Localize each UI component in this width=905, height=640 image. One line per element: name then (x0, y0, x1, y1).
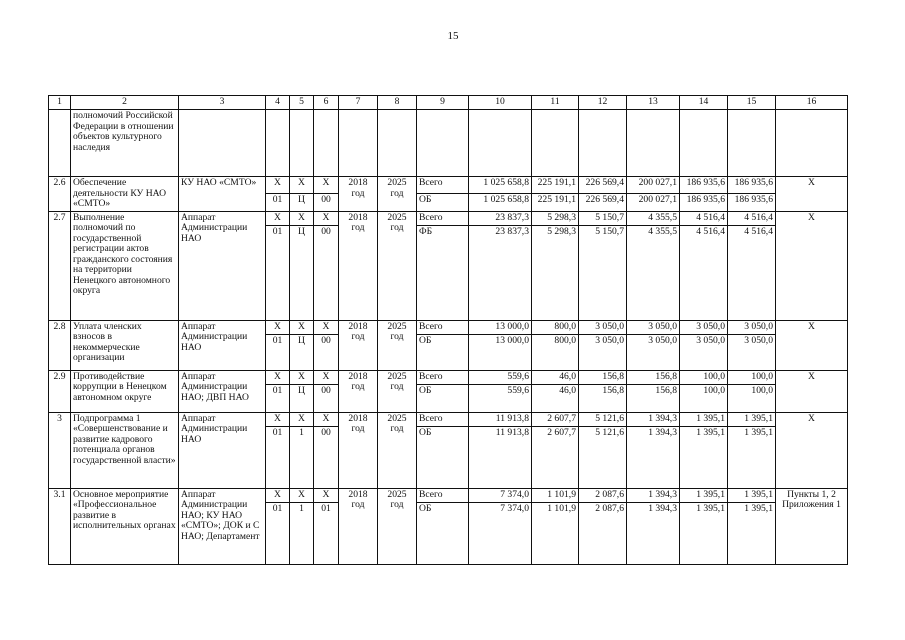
start-year: 2018 год (339, 177, 378, 212)
end-year: 2025 год (378, 370, 417, 412)
amount-cell: 1 394,3 (627, 502, 680, 564)
amount-cell: 1 395,1 (680, 412, 728, 426)
code-cell: 01 (266, 334, 290, 370)
code-cell: Х (266, 211, 290, 225)
amount-cell: 1 395,1 (728, 502, 776, 564)
code-cell: Х (266, 320, 290, 334)
column-header: 16 (776, 96, 848, 110)
amount-cell: 2 607,7 (532, 426, 579, 488)
column-header: 4 (266, 96, 290, 110)
amount-cell: 1 394,3 (627, 412, 680, 426)
source-label: ОБ (417, 334, 469, 370)
code-cell: Х (314, 320, 339, 334)
amount-cell: 226 569,4 (579, 194, 627, 211)
column-header: 15 (728, 96, 776, 110)
code-cell: Х (290, 488, 314, 502)
code-cell: 01 (266, 384, 290, 412)
amount-cell: 7 374,0 (469, 488, 532, 502)
source-label: ФБ (417, 225, 469, 320)
code-cell: Х (314, 412, 339, 426)
amount-cell: 1 395,1 (680, 502, 728, 564)
row-number: 3.1 (49, 488, 71, 564)
row-note: Пункты 1, 2 Приложения 1 (776, 488, 848, 564)
code-cell: Х (290, 370, 314, 384)
code-cell: 01 (266, 426, 290, 488)
end-year: 2025 год (378, 488, 417, 564)
amount-cell: 4 516,4 (680, 211, 728, 225)
row-number: 3 (49, 412, 71, 488)
code-cell: Х (314, 370, 339, 384)
row-executor: Аппарат Администрации НАО (179, 211, 266, 320)
amount-cell: 200 027,1 (627, 177, 680, 194)
amount-cell: 1 025 658,8 (469, 177, 532, 194)
code-cell: 00 (314, 334, 339, 370)
column-header: 2 (71, 96, 179, 110)
amount-cell: 46,0 (532, 370, 579, 384)
amount-cell: 11 913,8 (469, 412, 532, 426)
table-row (49, 211, 848, 225)
amount-cell: 7 374,0 (469, 502, 532, 564)
amount-cell: 559,6 (469, 384, 532, 412)
code-cell: 01 (266, 502, 290, 564)
amount-cell: 1 394,3 (627, 426, 680, 488)
amount-cell: 100,0 (728, 384, 776, 412)
amount-cell: 5 121,6 (579, 412, 627, 426)
row-note: Х (776, 370, 848, 412)
amount-cell: 156,8 (579, 370, 627, 384)
table-row (49, 177, 848, 194)
end-year: 2025 год (378, 412, 417, 488)
amount-cell: 1 394,3 (627, 488, 680, 502)
amount-cell: 11 913,8 (469, 426, 532, 488)
amount-cell: 200 027,1 (627, 194, 680, 211)
amount-cell: 23 837,3 (469, 225, 532, 320)
column-header: 6 (314, 96, 339, 110)
amount-cell: 1 395,1 (680, 488, 728, 502)
carry-over-row (49, 110, 848, 177)
code-cell: Х (266, 370, 290, 384)
row-name: Подпрограмма 1 «Совершенствование и развитие кадрового потенциала органов государственной власти» (71, 412, 179, 488)
page-number: 15 (447, 30, 459, 42)
row-number: 2.6 (49, 177, 71, 212)
amount-cell: 2 607,7 (532, 412, 579, 426)
start-year: 2018 год (339, 320, 378, 370)
amount-cell: 3 050,0 (579, 334, 627, 370)
amount-cell: 156,8 (579, 384, 627, 412)
code-cell: 00 (314, 426, 339, 488)
amount-cell: 4 516,4 (728, 211, 776, 225)
amount-cell: 1 395,1 (728, 488, 776, 502)
source-label: Всего (417, 320, 469, 334)
column-header: 5 (290, 96, 314, 110)
row-executor: Аппарат Администрации НАО (179, 320, 266, 370)
source-label: Всего (417, 177, 469, 194)
amount-cell: 156,8 (627, 384, 680, 412)
amount-cell: 4 355,5 (627, 225, 680, 320)
amount-cell: 3 050,0 (680, 320, 728, 334)
code-cell: Х (266, 488, 290, 502)
column-header: 10 (469, 96, 532, 110)
table-row (49, 412, 848, 426)
source-label: ОБ (417, 384, 469, 412)
row-note: Х (776, 412, 848, 488)
row-note: Х (776, 177, 848, 212)
row-note: Х (776, 211, 848, 320)
column-header: 3 (179, 96, 266, 110)
code-cell: 1 (290, 502, 314, 564)
row-name: Основное мероприятие «Профессиональное развитие в исполнительных органах (71, 488, 179, 564)
source-label: Всего (417, 488, 469, 502)
row-name: Противодействие коррупции в Ненецком автономном округе (71, 370, 179, 412)
code-cell: 00 (314, 384, 339, 412)
amount-cell: 13 000,0 (469, 334, 532, 370)
code-cell: Х (266, 412, 290, 426)
code-cell: 01 (266, 194, 290, 211)
column-header: 7 (339, 96, 378, 110)
amount-cell: 186 935,6 (680, 194, 728, 211)
amount-cell: 3 050,0 (627, 320, 680, 334)
amount-cell: 5 121,6 (579, 426, 627, 488)
end-year: 2025 год (378, 211, 417, 320)
code-cell: Ц (290, 194, 314, 211)
code-cell: Х (290, 211, 314, 225)
start-year: 2018 год (339, 211, 378, 320)
amount-cell: 100,0 (728, 370, 776, 384)
amount-cell: 100,0 (680, 384, 728, 412)
amount-cell: 156,8 (627, 370, 680, 384)
amount-cell: 3 050,0 (728, 334, 776, 370)
amount-cell: 186 935,6 (680, 177, 728, 194)
column-header: 9 (417, 96, 469, 110)
column-header: 13 (627, 96, 680, 110)
carry-over-text: полномочий Российской Федерации в отношении объектов культурного наследия (71, 110, 179, 177)
code-cell: 00 (314, 194, 339, 211)
table-row (49, 370, 848, 384)
source-label: ОБ (417, 194, 469, 211)
start-year: 2018 год (339, 412, 378, 488)
row-executor: Аппарат Администрации НАО; ДВП НАО (179, 370, 266, 412)
code-cell: Ц (290, 384, 314, 412)
code-cell: Х (314, 211, 339, 225)
code-cell: 00 (314, 225, 339, 320)
table-row (49, 320, 848, 334)
amount-cell: 5 150,7 (579, 225, 627, 320)
code-cell: Х (290, 177, 314, 194)
amount-cell: 1 025 658,8 (469, 194, 532, 211)
code-cell: Х (290, 412, 314, 426)
source-label: Всего (417, 412, 469, 426)
column-header: 11 (532, 96, 579, 110)
amount-cell: 100,0 (680, 370, 728, 384)
amount-cell: 186 935,6 (728, 194, 776, 211)
column-header: 14 (680, 96, 728, 110)
amount-cell: 225 191,1 (532, 194, 579, 211)
code-cell: 01 (266, 225, 290, 320)
source-label: Всего (417, 370, 469, 384)
amount-cell: 559,6 (469, 370, 532, 384)
amount-cell: 800,0 (532, 334, 579, 370)
amount-cell: 800,0 (532, 320, 579, 334)
amount-cell: 3 050,0 (579, 320, 627, 334)
code-cell: Х (314, 488, 339, 502)
amount-cell: 3 050,0 (680, 334, 728, 370)
row-number: 2.7 (49, 211, 71, 320)
row-executor: Аппарат Администрации НАО (179, 412, 266, 488)
column-header: 1 (49, 96, 71, 110)
column-header: 8 (378, 96, 417, 110)
row-executor: Аппарат Администрации НАО; КУ НАО «СМТО»; ДОК и С НАО; Департамент (179, 488, 266, 564)
amount-cell: 5 150,7 (579, 211, 627, 225)
code-cell: Х (290, 320, 314, 334)
amount-cell: 4 516,4 (680, 225, 728, 320)
code-cell: Х (266, 177, 290, 194)
amount-cell: 23 837,3 (469, 211, 532, 225)
amount-cell: 5 298,3 (532, 211, 579, 225)
amount-cell: 1 101,9 (532, 488, 579, 502)
amount-cell: 1 395,1 (728, 412, 776, 426)
code-cell: Х (314, 177, 339, 194)
table-row (49, 488, 848, 502)
code-cell: Ц (290, 225, 314, 320)
amount-cell: 2 087,6 (579, 488, 627, 502)
amount-cell: 226 569,4 (579, 177, 627, 194)
start-year: 2018 год (339, 370, 378, 412)
amount-cell: 3 050,0 (728, 320, 776, 334)
source-label: Всего (417, 211, 469, 225)
header-row (49, 96, 848, 110)
start-year: 2018 год (339, 488, 378, 564)
amount-cell: 46,0 (532, 384, 579, 412)
row-number: 2.9 (49, 370, 71, 412)
amount-cell: 1 101,9 (532, 502, 579, 564)
amount-cell: 186 935,6 (728, 177, 776, 194)
column-header: 12 (579, 96, 627, 110)
row-note: Х (776, 320, 848, 370)
amount-cell: 4 355,5 (627, 211, 680, 225)
amount-cell: 4 516,4 (728, 225, 776, 320)
code-cell: Ц (290, 334, 314, 370)
row-name: Выполнение полномочий по государственной регистрации актов гражданского состояния на территории Ненецкого автономного округа (71, 211, 179, 320)
source-label: ОБ (417, 426, 469, 488)
end-year: 2025 год (378, 320, 417, 370)
program-table (48, 95, 848, 565)
amount-cell: 2 087,6 (579, 502, 627, 564)
amount-cell: 1 395,1 (680, 426, 728, 488)
row-number: 2.8 (49, 320, 71, 370)
amount-cell: 3 050,0 (627, 334, 680, 370)
amount-cell: 225 191,1 (532, 177, 579, 194)
amount-cell: 5 298,3 (532, 225, 579, 320)
amount-cell: 1 395,1 (728, 426, 776, 488)
row-name: Уплата членских взносов в некоммерческие организации (71, 320, 179, 370)
amount-cell: 13 000,0 (469, 320, 532, 334)
row-name: Обеспечение деятельности КУ НАО «СМТО» (71, 177, 179, 212)
end-year: 2025 год (378, 177, 417, 212)
source-label: ОБ (417, 502, 469, 564)
code-cell: 01 (314, 502, 339, 564)
row-executor: КУ НАО «СМТО» (179, 177, 266, 212)
code-cell: 1 (290, 426, 314, 488)
